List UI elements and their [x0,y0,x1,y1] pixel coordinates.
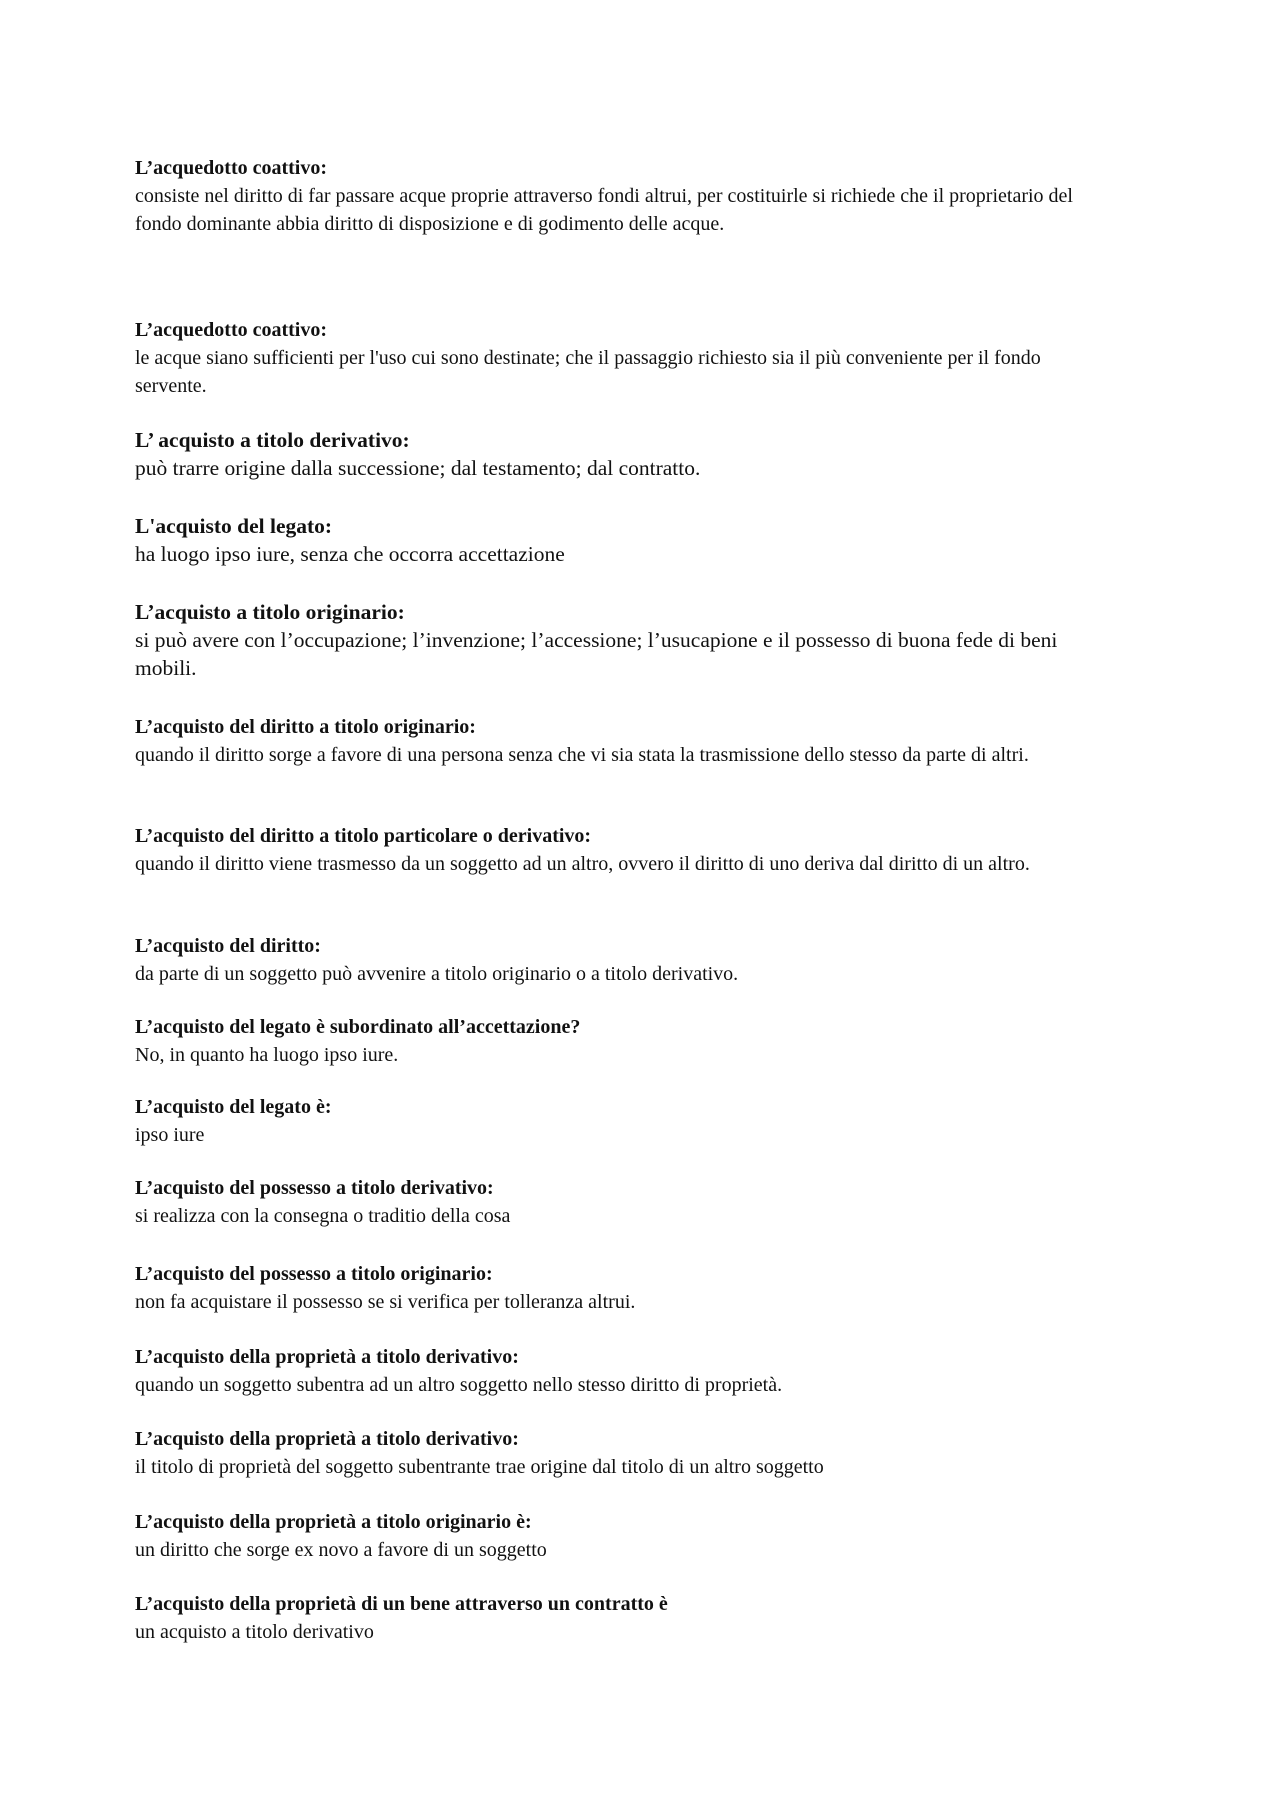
entry-term: L’acquisto del legato è subordinato all’accettazione? [135,1016,581,1038]
entry [135,1508,1115,1564]
entry-definition: No, in quanto ha luogo ipso iure. [135,1044,399,1066]
entry-term: L’acquisto del legato è: [135,1096,332,1118]
entry [135,1093,1115,1149]
entry-definition: quando un soggetto subentra ad un altro soggetto nello stesso diritto di proprietà. [135,1374,783,1396]
entry-term: L’ acquisto a titolo derivativo: [135,428,410,452]
entry [135,512,1115,568]
entry-definition: ha luogo ipso iure, senza che occorra accettazione [135,542,565,566]
entry-term: L’acquisto del possesso a titolo originario: [135,1263,493,1285]
entry-term: L’acquisto del diritto: [135,935,321,957]
entry [135,822,1115,878]
entry-definition: le acque siano sufficienti per l'uso cui sono destinate; che il passaggio richiesto sia il più conveniente per il fondo servente. [135,347,1041,397]
entry-term: L’acquedotto coattivo: [135,319,328,341]
entry-definition: si può avere con l’occupazione; l’invenzione; l’accessione; l’usucapione e il possesso di buona fede di beni mobili. [135,628,1058,680]
entry-definition: può trarre origine dalla successione; dal testamento; dal contratto. [135,456,701,480]
entry-term: L’acquisto della proprietà di un bene attraverso un contratto è [135,1593,668,1615]
entry [135,1590,1115,1646]
entry-term: L’acquisto della proprietà a titolo derivativo: [135,1346,519,1368]
entry [135,1260,1115,1316]
entry-definition: quando il diritto viene trasmesso da un soggetto ad un altro, ovvero il diritto di uno deriva dal diritto di un altro. [135,853,1030,875]
entry [135,1343,1115,1399]
entry-term: L’acquisto della proprietà a titolo derivativo: [135,1428,519,1450]
entry-term: L'acquisto del legato: [135,514,333,538]
entry-definition: un diritto che sorge ex novo a favore di un soggetto [135,1539,547,1561]
entry-definition: non fa acquistare il possesso se si verifica per tolleranza altrui. [135,1291,636,1313]
entry-definition: quando il diritto sorge a favore di una persona senza che vi sia stata la trasmissione dello stesso da parte di altri. [135,744,1029,766]
entry [135,1013,1115,1069]
entry [135,1425,1115,1481]
entry-definition: da parte di un soggetto può avvenire a titolo originario o a titolo derivativo. [135,963,739,985]
entry [135,932,1115,988]
entry-definition: ipso iure [135,1124,205,1146]
entry [135,598,1115,682]
entry [135,154,1115,238]
entry-definition: un acquisto a titolo derivativo [135,1621,374,1643]
entry-term: L’acquisto del diritto a titolo originario: [135,716,476,738]
entry [135,426,1115,482]
entry [135,713,1115,769]
entry [135,316,1115,400]
entry-definition: consiste nel diritto di far passare acque proprie attraverso fondi altrui, per costituirle si richiede che il proprietario del fondo dominante abbia diritto di disposizione e di godimento delle acque. [135,185,1073,235]
entry-definition: il titolo di proprietà del soggetto subentrante trae origine dal titolo di un altro soggetto [135,1456,824,1478]
entry-term: L’acquisto del diritto a titolo particolare o derivativo: [135,825,592,847]
entry-term: L’acquisto del possesso a titolo derivativo: [135,1177,494,1199]
entry [135,1174,1115,1230]
entry-term: L’acquisto della proprietà a titolo originario è: [135,1511,532,1533]
entry-definition: si realizza con la consegna o traditio della cosa [135,1205,511,1227]
entry-term: L’acquisto a titolo originario: [135,600,405,624]
entry-term: L’acquedotto coattivo: [135,157,328,179]
